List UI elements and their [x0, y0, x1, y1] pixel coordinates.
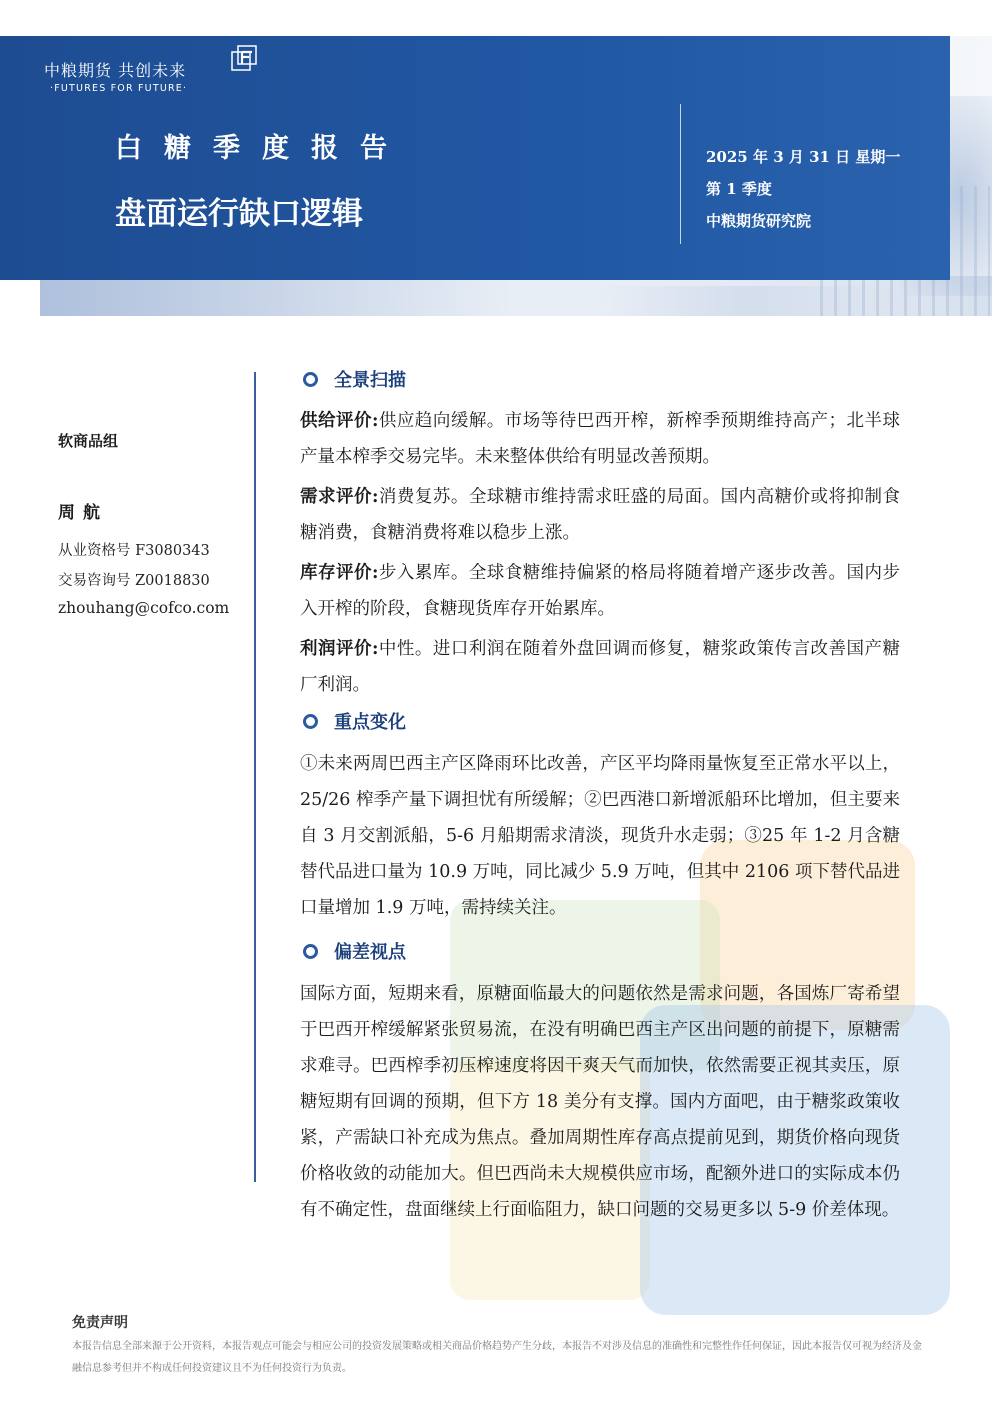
author-email[interactable]: zhouhang@cofco.com	[58, 599, 230, 617]
inventory-label: 库存评价:	[300, 563, 379, 583]
section-header-overview	[300, 366, 600, 394]
sidebar-divider	[254, 372, 256, 1182]
department-name: 软商品组	[58, 432, 119, 450]
demand-text: 消费复苏。全球糖市维持需求旺盛的局面。国内高糖价或将抑制食糖消费，食糖消费将难以稳步上涨。	[300, 487, 900, 543]
consulting-number: 交易咨询号 Z0018830	[58, 573, 210, 589]
section-header-bias	[300, 938, 600, 966]
company-logo-text: 中粮期货 共创未来	[44, 61, 187, 80]
profit-text: 中性。进口利润在随着外盘回调而修复，糖浆政策传言改善国产糖厂利润。	[300, 639, 900, 695]
supply-evaluation	[300, 403, 900, 475]
section-header-changes	[300, 708, 600, 736]
inventory-text: 步入累库。全球食糖维持偏紧的格局将随着增产逐步改善。国内步入开榨的阶段，食糖现货库存开始累库。	[300, 563, 900, 619]
company-slogan-en: ·FUTURES FOR FUTURE·	[50, 83, 188, 94]
section-bullet-icon	[303, 372, 318, 387]
demand-evaluation	[300, 479, 900, 551]
header-divider	[680, 104, 681, 244]
disclaimer-title: 免责声明	[72, 1315, 128, 1331]
key-changes-paragraph: ①未来两周巴西主产区降雨环比改善，产区平均降雨量恢复至正常水平以上，25/26 榨季产量下调担忧有所缓解；②巴西港口新增派船环比增加，但主要来自 3 月交割派船，5-6 月船期需求清淡，现货升水走弱；③25 年 1-2 月含糖替代品进口量为 10.9 万吨，同比减少 5.9 万吨，但其中 2106 项下替代品进口量增加 1.9 万吨，需持续关注。	[300, 754, 900, 918]
bias-viewpoint-paragraph: 国际方面，短期来看，原糖面临最大的问题依然是需求问题，各国炼厂寄希望于巴西开榨缓解紧张贸易流，在没有明确巴西主产区出问题的前提下，原糖需求难寻。巴西榨季初压榨速度将因干爽天气而加快，依然需要正视其卖压，原糖短期有回调的预期，但下方 18 美分有支撑。国内方面吧，由于糖浆政策收紧，产需缺口补充成为焦点。叠加周期性库存高点提前见到，期货价格向现货价格收敛的动能加大。但巴西尚未大规模供应市场，配额外进口的实际成本仍有不确定性，盘面继续上行面临阻力，缺口问题的交易更多以 5-9 价差体现。	[300, 984, 900, 1220]
qualification-number: 从业资格号 F3080343	[58, 543, 210, 559]
profit-label: 利润评价:	[300, 639, 379, 659]
section-title: 偏差视点	[334, 942, 406, 963]
section-bullet-icon	[303, 714, 318, 729]
report-type-title: 白糖季度报告	[115, 133, 409, 164]
supply-text: 供应趋向缓解。市场等待巴西开榨，新榨季预期维持高产；北半球产量本榨季交易完毕。未来整体供给有明显改善预期。	[300, 411, 900, 467]
author-name: 周航	[58, 503, 108, 523]
report-date: 2025 年 3 月 31 日 星期一	[706, 148, 901, 166]
supply-label: 供给评价:	[300, 411, 379, 431]
report-quarter: 第 1 季度	[706, 180, 772, 198]
report-title: 盘面运行缺口逻辑	[115, 196, 363, 232]
company-logo-icon	[230, 44, 258, 72]
disclaimer-text: 本报告信息全部来源于公开资料，本报告观点可能会与相应公司的投资发展策略或相关商品价格趋势产生分歧，本报告不对涉及信息的准确性和完整性作任何保证，因此本报告仅可视为经济及金融信息参考但并不构成任何投资建议且不为任何投资行为负责。	[72, 1341, 922, 1374]
section-title: 全景扫描	[334, 370, 406, 391]
inventory-evaluation	[300, 555, 900, 627]
profit-evaluation	[300, 631, 900, 703]
demand-label: 需求评价:	[300, 487, 379, 507]
section-title: 重点变化	[334, 712, 406, 733]
section-bullet-icon	[303, 944, 318, 959]
report-institute: 中粮期货研究院	[706, 212, 812, 230]
